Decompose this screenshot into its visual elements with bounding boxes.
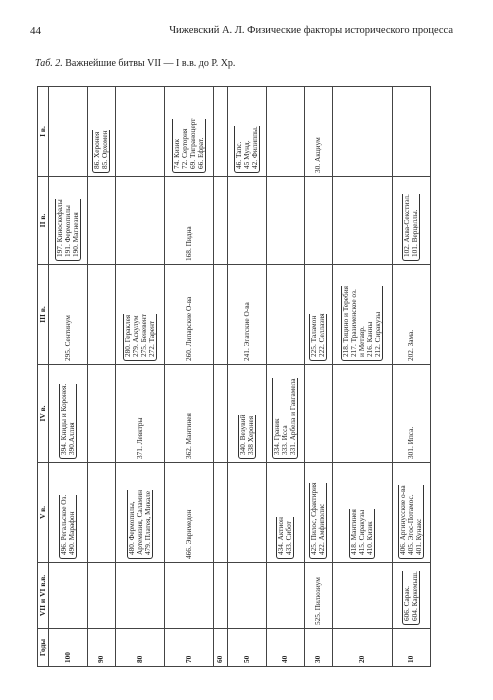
battle-entry: 225. Таламон — [309, 315, 319, 357]
battle-entry: 406. Аргинусские о-ва — [398, 485, 408, 555]
battle-entry: 425. Пилос, Сфактирия — [309, 482, 319, 555]
battle-entry: 410. Кизик — [365, 521, 375, 555]
battle-entry: 479. Платея, Микале — [142, 491, 152, 555]
battle-cell — [87, 265, 115, 365]
battle-entry: 338 Херонея — [245, 415, 255, 455]
battle-entry: 390.Аллия — [66, 422, 76, 455]
battle-cell — [87, 463, 115, 563]
battle-cell — [213, 463, 228, 563]
battle-cell — [305, 563, 333, 629]
battle-entry: 418. Мантинея — [349, 509, 359, 555]
battle-cell — [164, 463, 213, 563]
battle-cell — [49, 563, 87, 629]
battle-cell — [213, 87, 228, 177]
battle-cell — [115, 463, 164, 563]
battle-cell — [49, 177, 87, 265]
year-cell: 80 — [115, 629, 164, 667]
battle-entry: 279. Аскулум — [130, 315, 140, 357]
battle-cell — [213, 563, 228, 629]
battle-cell — [332, 265, 392, 365]
battle-cell — [115, 365, 164, 463]
caption-text: Важнейшие битвы VII — I в.в. до Р. Хр. — [65, 58, 236, 69]
battle-entry: 301. Ипса. — [406, 426, 416, 459]
table-row — [392, 87, 430, 667]
battle-cell — [49, 87, 87, 177]
battle-cell — [266, 365, 304, 463]
battle-entry: 331. Арбела и Гавгамела — [288, 378, 298, 455]
battle-cell — [228, 463, 266, 563]
battle-entry: 102. Аква-Секстиэл. — [402, 194, 412, 257]
battle-entry: 466. Эвримедон — [183, 509, 193, 559]
battle-cell — [305, 177, 333, 265]
battle-cell — [305, 365, 333, 463]
battle-entry: 394. Книды и Коронея. — [58, 383, 68, 455]
battle-entry: 415. Сиракузы — [357, 509, 367, 555]
battle-entry: 422. Амфиполис — [317, 503, 327, 555]
year-cell: 60 — [213, 629, 228, 667]
battle-cell — [164, 177, 213, 265]
battle-cell — [392, 265, 430, 365]
battle-cell — [266, 463, 304, 563]
battles-table-rotated — [37, 87, 431, 667]
battle-entry: 525. Пилюзиум — [313, 577, 323, 625]
battle-cell — [266, 563, 304, 629]
battle-entry: 362. Мантинея — [183, 413, 193, 459]
battle-entry: 433. Сибот — [284, 521, 294, 555]
battle-entry: 295. Сентинум — [62, 315, 72, 361]
battle-cell — [115, 87, 164, 177]
year-cell: 90 — [87, 629, 115, 667]
battle-entry: 202. Зама. — [406, 329, 416, 361]
battle-entry: Артемизия, Саламин — [134, 489, 144, 555]
column-header: II в. — [38, 177, 49, 265]
table-row — [49, 87, 87, 667]
column-header: IV в. — [38, 365, 49, 463]
battle-entry: 190. Магнезия — [70, 212, 80, 257]
column-header: VII и VI в.в. — [38, 563, 49, 629]
battle-entry: 86. Херонея — [92, 131, 102, 169]
battle-cell — [305, 265, 333, 365]
battle-cell — [266, 87, 304, 177]
battle-cell — [392, 87, 430, 177]
battle-entry: 405. Эгос-Потамос. — [406, 494, 416, 555]
battle-entry: 101. Верцеллы. — [410, 209, 420, 257]
caption-label: Таб. 2. — [35, 58, 63, 69]
battle-entry: 496. Регальское Оз. — [58, 494, 68, 555]
table-row — [115, 87, 164, 667]
battle-cell — [332, 563, 392, 629]
table-body — [49, 87, 431, 667]
year-cell: 40 — [266, 629, 304, 667]
battle-entry: 197. Киноскефалы — [54, 199, 64, 257]
battle-entry: 72. Сертория — [179, 128, 189, 169]
battle-cell — [228, 365, 266, 463]
battle-entry: 66. Ефрат. — [195, 137, 205, 169]
battle-entry: 280. Гераклея — [122, 314, 132, 357]
battle-cell — [49, 365, 87, 463]
battle-cell — [228, 87, 266, 177]
battle-entry: 272. Тарент — [146, 320, 156, 357]
battle-cell — [305, 463, 333, 563]
battle-entry: 168. Пидна — [183, 226, 193, 261]
battle-cell — [87, 563, 115, 629]
battles-table — [37, 86, 431, 667]
battle-cell — [213, 177, 228, 265]
battle-entry: 480. Фермопилы, — [126, 501, 136, 555]
page-number: 44 — [30, 25, 41, 37]
battle-entry: 241. Эгатские О-ва — [241, 302, 251, 361]
year-cell: 20 — [332, 629, 392, 667]
battle-cell — [392, 463, 430, 563]
battle-entry: 604. Каркемыш. — [410, 571, 420, 621]
battle-entry: и Метавр. — [357, 326, 367, 357]
battle-entry: 340. Везувий — [237, 414, 247, 455]
running-title: Чижевский А. Л. Физические факторы исторического процесса — [169, 25, 453, 36]
battle-entry: 74. Кизик — [171, 138, 181, 169]
battle-entry: 30. Акциум — [313, 137, 323, 173]
battle-entry: 85. Орхомен — [100, 130, 110, 169]
battle-entry: 42. Филиппы. — [249, 126, 259, 169]
table-row — [332, 87, 392, 667]
battle-cell — [87, 87, 115, 177]
battle-entry: 222. Селлазия — [317, 313, 327, 357]
battle-entry: 45 Мунд. — [241, 140, 251, 169]
header-row — [38, 87, 49, 667]
battle-cell — [49, 265, 87, 365]
battle-entry: 218. Тицино и Теребия — [341, 286, 351, 357]
table-row — [164, 87, 213, 667]
table-row — [228, 87, 266, 667]
table-row — [87, 87, 115, 667]
table-row — [213, 87, 228, 667]
year-cell: 50 — [228, 629, 266, 667]
table-row — [305, 87, 333, 667]
battle-cell — [164, 365, 213, 463]
battle-cell — [332, 87, 392, 177]
battle-cell — [213, 365, 228, 463]
column-header: Годы — [38, 629, 49, 667]
battle-cell — [87, 177, 115, 265]
table-caption — [35, 58, 235, 69]
battle-cell — [266, 265, 304, 365]
battle-cell — [213, 265, 228, 365]
battle-entry: 191. Фермопилы — [62, 205, 72, 257]
battle-entry: 401. Кунакс — [414, 518, 424, 555]
year-cell: 30 — [305, 629, 333, 667]
battle-cell — [332, 177, 392, 265]
battle-cell — [332, 463, 392, 563]
year-cell: 70 — [164, 629, 213, 667]
battle-entry: 275. Беневент — [138, 314, 148, 357]
battle-entry: 216. Канны — [365, 321, 375, 357]
battle-cell — [164, 563, 213, 629]
battle-entry: 334. Граник — [272, 418, 282, 455]
year-cell: 100 — [49, 629, 87, 667]
battle-cell — [392, 177, 430, 265]
battle-cell — [49, 463, 87, 563]
table-row — [266, 87, 304, 667]
battle-entry: 371. Левктры — [134, 417, 144, 459]
column-header: III в. — [38, 265, 49, 365]
battle-cell — [392, 365, 430, 463]
battle-cell — [115, 563, 164, 629]
battle-cell — [87, 365, 115, 463]
battle-entry: 69. Тиграноцерт — [187, 118, 197, 169]
battle-entry: 490. Марафон — [66, 511, 76, 555]
battle-cell — [392, 563, 430, 629]
battle-cell — [164, 87, 213, 177]
battle-cell — [115, 177, 164, 265]
battle-cell — [115, 265, 164, 365]
battle-cell — [228, 563, 266, 629]
battle-cell — [305, 87, 333, 177]
battle-entry: 212. Сиракузы — [373, 311, 383, 357]
battle-cell — [228, 265, 266, 365]
year-cell: 10 — [392, 629, 430, 667]
battle-cell — [164, 265, 213, 365]
battle-entry: 217. Тразименское оз. — [349, 289, 359, 357]
battle-cell — [332, 365, 392, 463]
battle-entry: 46. Тапс. — [233, 141, 243, 169]
battle-entry: 434. Актион — [276, 517, 286, 555]
battle-entry: 333. Исса — [280, 425, 290, 455]
battle-entry: 260. Липарские О-ва — [183, 296, 193, 361]
battle-entry: 606. Сарак. — [402, 586, 412, 621]
column-header: I в. — [38, 87, 49, 177]
battle-cell — [228, 177, 266, 265]
battle-cell — [266, 177, 304, 265]
column-header: V в. — [38, 463, 49, 563]
